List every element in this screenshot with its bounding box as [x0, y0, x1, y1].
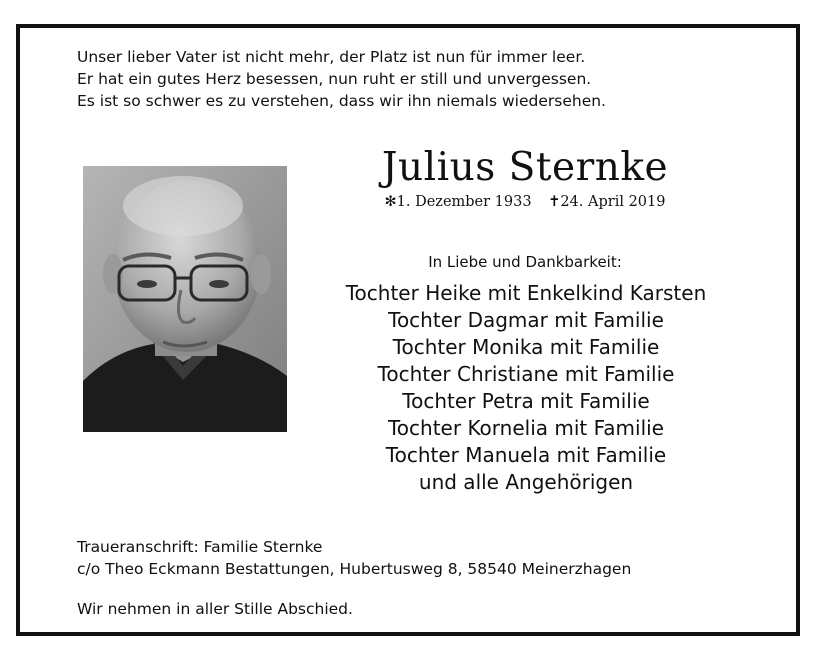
obituary-card	[16, 24, 800, 636]
life-dates	[340, 192, 710, 212]
mourner-entry: Tochter Petra mit Familie	[402, 389, 650, 413]
mourners-intro: In Liebe und Dankbarkeit:	[428, 253, 622, 271]
mourning-address	[77, 536, 631, 580]
mourners-list	[320, 280, 732, 496]
mourner-entry: Tochter Heike mit Enkelkind Karsten	[345, 281, 707, 305]
poem-line: Es ist so schwer es zu verstehen, dass wir ihn niemals wiedersehen.	[77, 92, 606, 110]
poem-line: Er hat ein gutes Herz besessen, nun ruht er still und unvergessen.	[77, 70, 592, 88]
poem-line: Unser lieber Vater ist nicht mehr, der Platz ist nun für immer leer.	[77, 48, 586, 66]
mourner-entry: Tochter Kornelia mit Familie	[387, 416, 664, 440]
mourner-entry: Tochter Dagmar mit Familie	[388, 308, 664, 332]
address-line: c/o Theo Eckmann Bestattungen, Hubertusweg 8, 58540 Meinerzhagen	[77, 560, 632, 578]
address-line: Traueranschrift: Familie Sternke	[77, 538, 323, 556]
birth-date: ✻1. Dezember 1933	[384, 194, 532, 210]
portrait-photo	[83, 166, 287, 432]
death-date: ✝24. April 2019	[548, 194, 666, 210]
mourner-entry: und alle Angehörigen	[418, 470, 634, 494]
deceased-name: Julius Sternke	[381, 145, 669, 190]
memorial-poem	[77, 46, 606, 112]
mourner-entry: Tochter Christiane mit Familie	[377, 362, 675, 386]
mourner-entry: Tochter Manuela mit Familie	[385, 443, 667, 467]
mourner-entry: Tochter Monika mit Familie	[392, 335, 660, 359]
farewell-note: Wir nehmen in aller Stille Abschied.	[77, 600, 353, 618]
